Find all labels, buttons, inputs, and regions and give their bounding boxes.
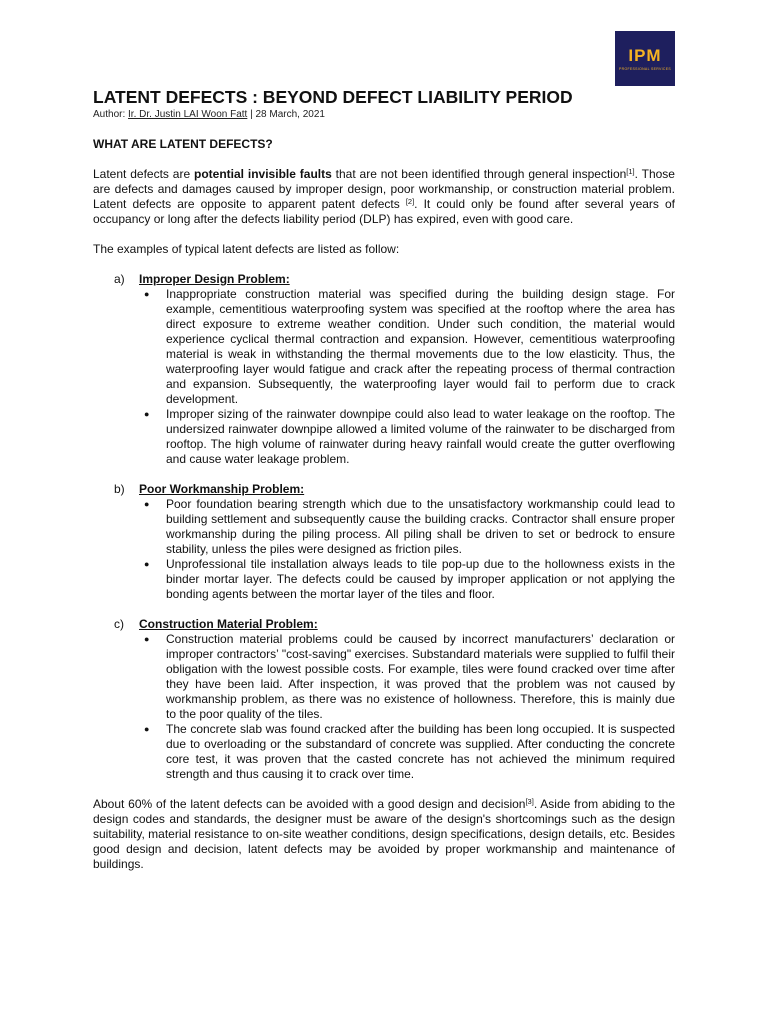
- section-heading: WHAT ARE LATENT DEFECTS?: [93, 137, 273, 151]
- bullet-icon: ●: [144, 499, 150, 509]
- section-title: Improper Design Problem:: [139, 272, 290, 286]
- list-item: ● Poor foundation bearing strength which due to the unsatisfactory workmanship could lead to building settlement and subsequently cause the building cracks. Contractor shall ensure proper workmanship during the piling process. All piling shall be driven to set or bedrock to ensure stability, unless the piles were designed as friction piles.: [144, 497, 675, 556]
- reference-1: [1]: [626, 167, 635, 176]
- section-letter: b): [114, 482, 125, 496]
- section-title: Poor Workmanship Problem:: [139, 482, 305, 496]
- section-title: Construction Material Problem:: [139, 617, 318, 631]
- publish-date: | 28 March, 2021: [247, 109, 325, 120]
- bullet-icon: ●: [144, 634, 150, 644]
- bullet-list: [139, 287, 675, 467]
- author-name: Ir. Dr. Justin LAI Woon Fatt: [128, 109, 248, 120]
- list-item: ● The concrete slab was found cracked after the building has been long occupied. It is suspected due to overloading or the substandard of concrete was supplied. After conducting the concrete core test, it was proven that the casted concrete has not achieved the minimum required strength and thus causing it to crack over time.: [144, 722, 675, 781]
- list-item: ● Construction material problems could be caused by incorrect manufacturers’ declaration or improper contractors’ "cost-saving" exercises. Substandard materials were supplied to fulfil their obligation with the lowest possible costs. For example, tiles were found cracked over time after they have been laid. After inspection, it was proved that the problem was not caused by workmanship problem, as there was no existence of hollowness. Therefore, this is mainly due to the poor quality of the tiles.: [144, 632, 675, 721]
- intro-paragraph: Latent defects are potential invisible faults that are not been identified through general inspection[1]. Those are defects and damages caused by improper design, poor workmanship, or construction material problem. Latent defects are opposite to apparent patent defects [2]. It could only be found after several years of occupancy or long after the defects liability period (DLP) has expired, even with good care.: [93, 167, 675, 226]
- reference-2: [2]: [405, 197, 415, 206]
- section-letter: c): [114, 617, 124, 631]
- bullet-list: [139, 497, 675, 602]
- author-line: [93, 108, 675, 121]
- list-item: ● Inappropriate construction material was specified during the building design stage. For example, cementitious waterproofing system was specified at the rooftop where the area has direct exposure to extreme weather condition. Under such condition, the material would experience cyclical thermal contraction and expansion. However, cementitious waterproofing material is weak in withstanding the thermal movements due to the low elasticity. Thus, the waterproofing layer would fatigue and crack after the repeating process of thermal contraction and expansion. Subsequently, the waterproofing layer would fail to perform due to crack development.: [144, 287, 675, 406]
- list-item: ● Improper sizing of the rainwater downpipe could also lead to water leakage on the rooftop. The undersized rainwater downpipe allowed a limited volume of the rainwater to be discharged from rooftop. The high volume of rainwater during heavy rainfall would create the gutter overflowing and cause water leakage problem.: [144, 407, 675, 466]
- author-label: Author:: [93, 109, 129, 120]
- page-title: LATENT DEFECTS : BEYOND DEFECT LIABILITY PERIOD: [93, 87, 573, 107]
- bullet-icon: ●: [144, 559, 150, 569]
- bullet-icon: ●: [144, 289, 150, 299]
- closing-paragraph: About 60% of the latent defects can be avoided with a good design and decision[3]. Aside from abiding to the design codes and standards, the designer must be aware of the design's shortcomings such as the design suitability, material resistance to on-site weather conditions, design specifications, design details, etc. Besides good design and decision, latent defects may be avoided by proper workmanship and maintenance of buildings.: [93, 797, 676, 871]
- list-item: ● Unprofessional tile installation always leads to tile pop-up due to the hollowness exists in the binder mortar layer. The defects could be caused by improper application or not applying the bonding agents between the mortar layer of the tiles and floor.: [144, 557, 675, 601]
- article: [93, 86, 675, 872]
- section-design-problem: [93, 272, 675, 467]
- section-letter: a): [114, 272, 125, 286]
- bullet-list: [139, 632, 675, 782]
- bullet-icon: ●: [144, 409, 150, 419]
- section-material-problem: [93, 617, 675, 782]
- reference-3: [3]: [525, 797, 534, 806]
- logo-subtext: PROFESSIONAL SERVICES: [618, 67, 671, 71]
- ipm-logo: [615, 31, 675, 86]
- bullet-icon: ●: [144, 724, 150, 734]
- examples-intro: The examples of typical latent defects are listed as follow:: [93, 242, 400, 256]
- logo-text: IPM: [628, 46, 662, 65]
- emphasis-text: potential invisible faults: [194, 167, 332, 181]
- section-workmanship-problem: [93, 482, 675, 602]
